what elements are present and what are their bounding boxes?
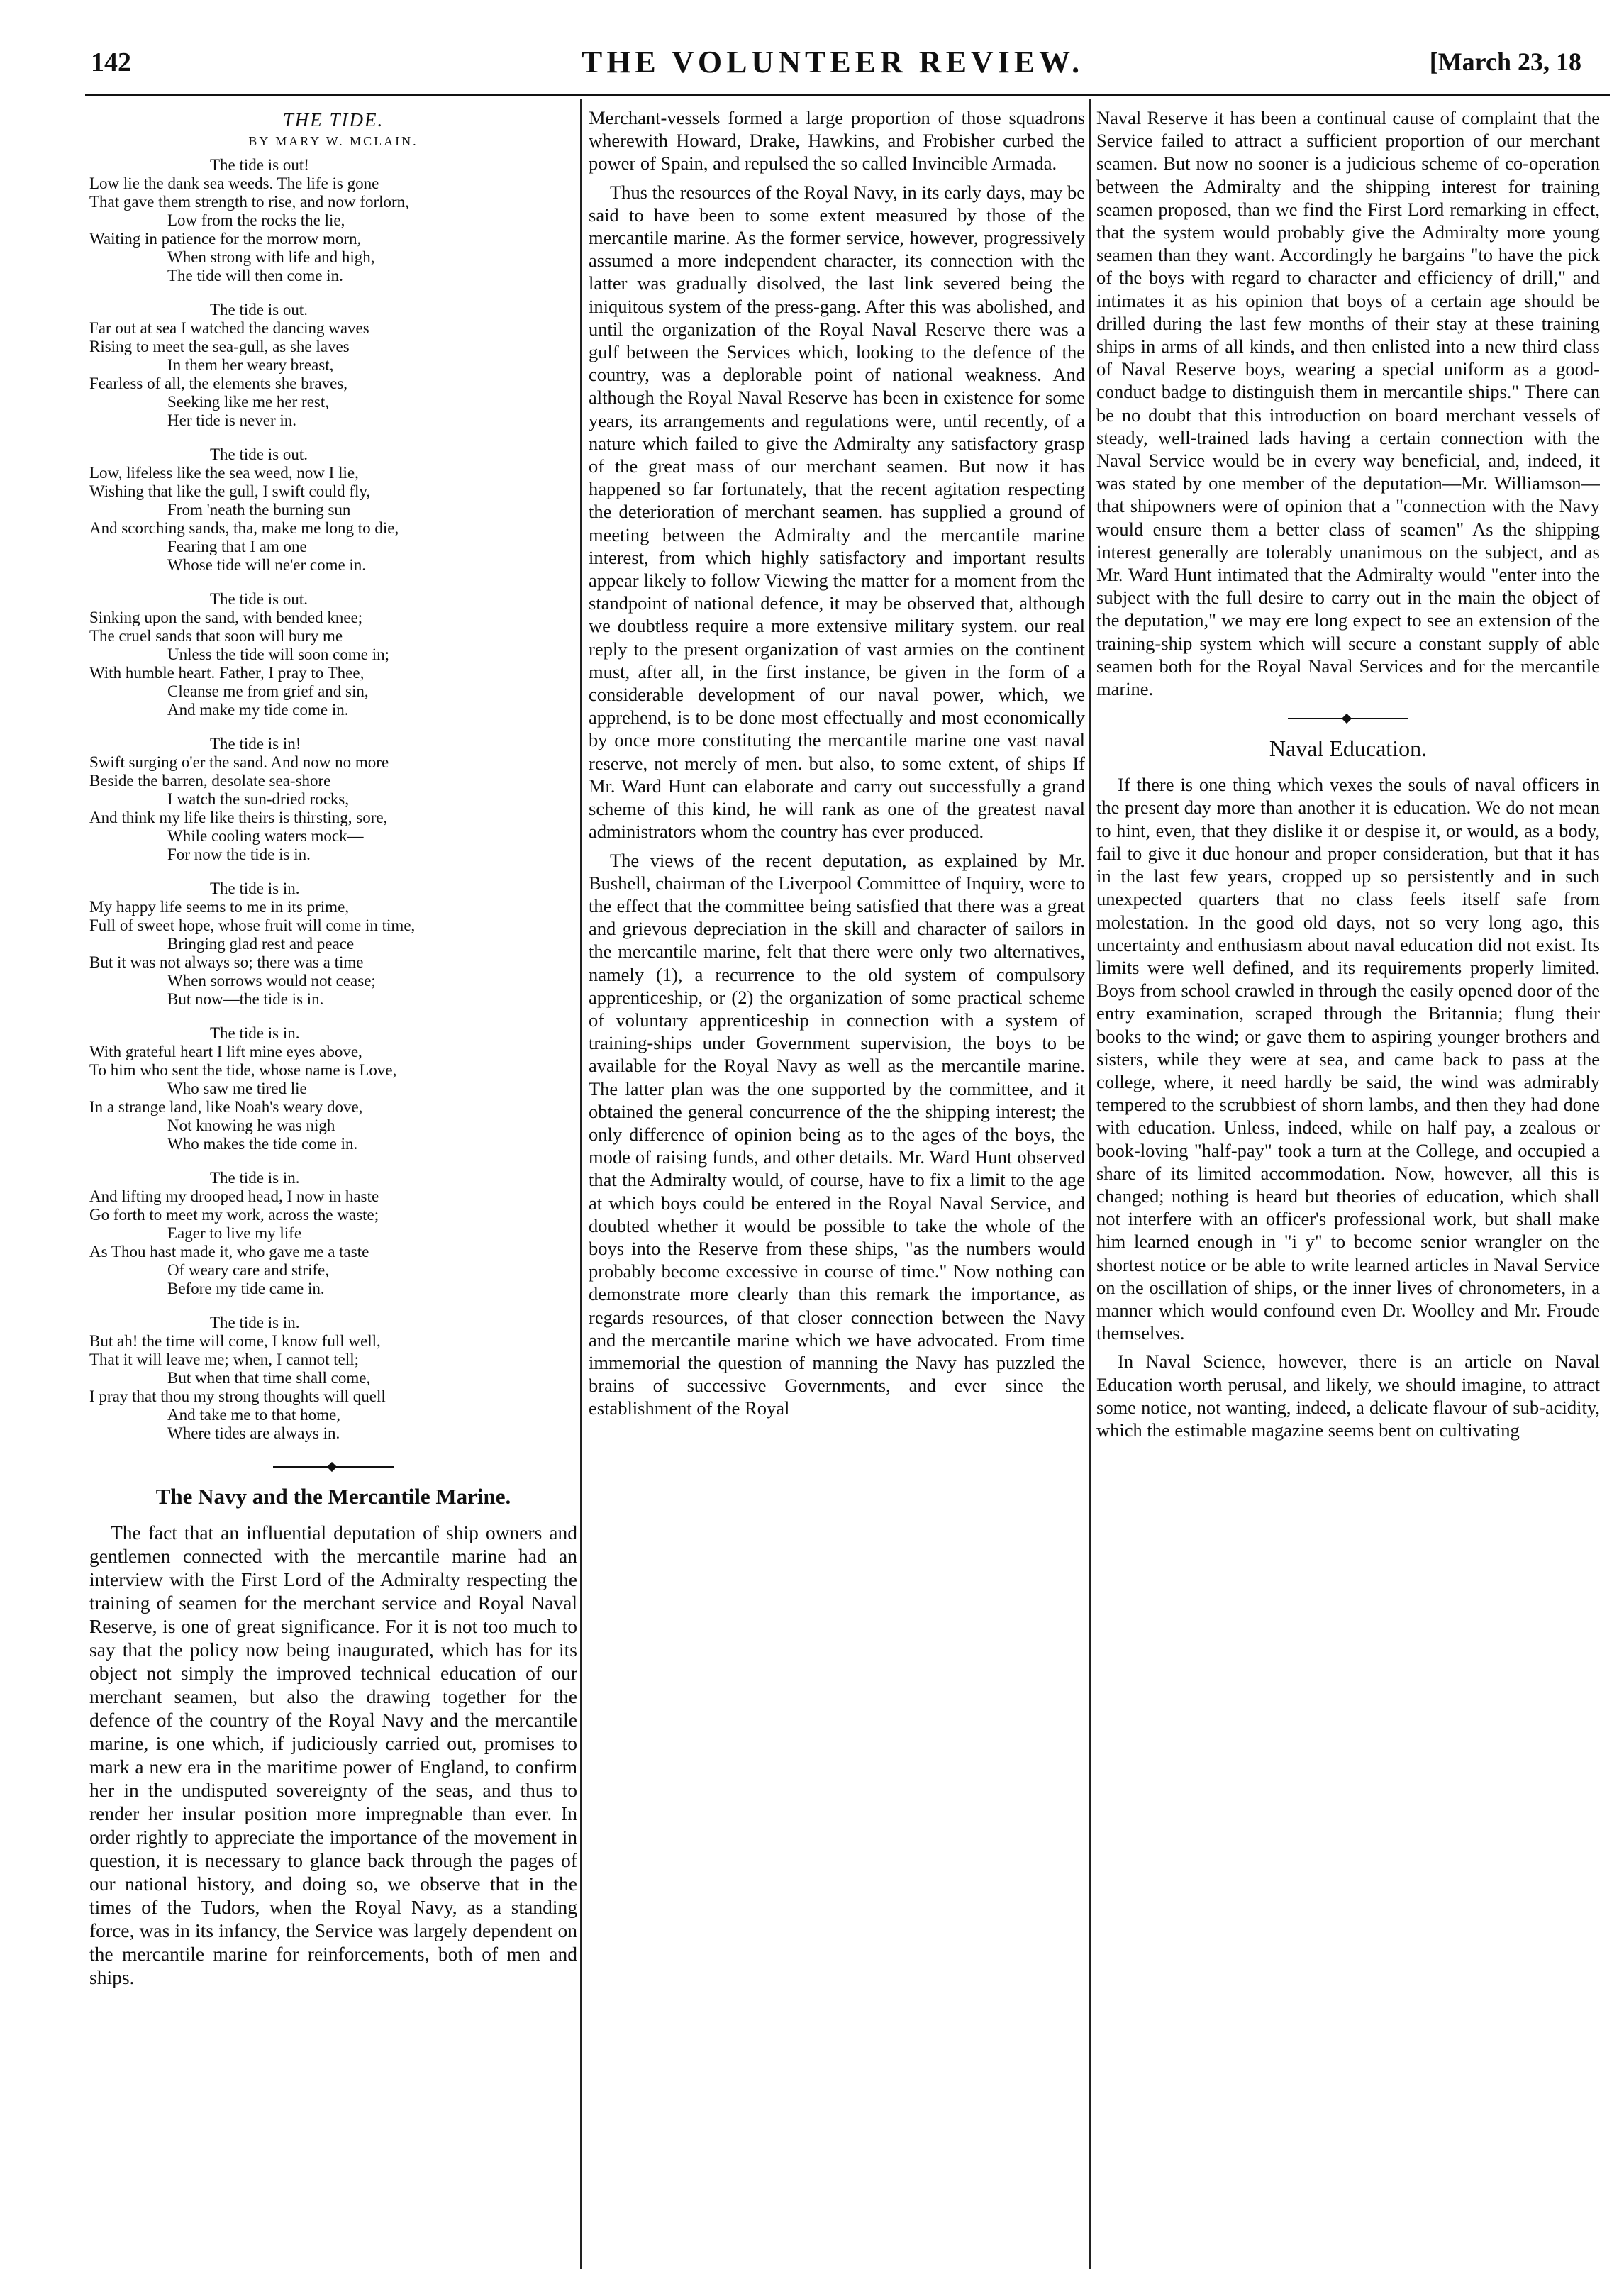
poem-line: When sorrows would not cease; — [167, 972, 376, 990]
poem-line: And take me to that home, — [167, 1406, 340, 1424]
header-rule — [85, 94, 1610, 96]
poem-stanza — [89, 445, 577, 575]
poem-line: Seeking like me her rest, — [167, 393, 330, 411]
poem-line: With grateful heart I lift mine eyes above, — [89, 1043, 362, 1060]
article-title-education: Naval Education. — [1269, 736, 1428, 762]
column-divider — [580, 99, 582, 2269]
poem-line: As Thou hast made it, who gave me a taste — [89, 1243, 369, 1260]
poem-line: I watch the sun-dried rocks, — [167, 790, 350, 808]
poem-stanza — [89, 301, 577, 430]
article-paragraph: Naval Reserve it has been a continual cause of complaint that the Service failed to attract a sufficient proportion of our merchant seamen. But now no sooner is a judicious scheme of co-operation between the Admiralty and the shipping interest for training seamen proposed, than we find the First Lord remarking in effect, that the system would probably give the Admiralty more young seamen than they want. Accordingly he bargains "to have the pick of the boys with regard to character and efficiency of drill," and intimates it as his opinion that boys of a certain age should be drilled during the last few months of their stay at these training ships in arms of all kinds, and then enlisted into a new third class of Naval Reserve boys, wearing a special uniform as a good-conduct badge to distinguish them in mercantile ships." There can be no doubt that this introduction on board merchant vessels of steady, well-trained lads having a certain connection with the Naval Service would be in every way beneficial, and, indeed, it was stated by one member of the deputation—Mr. Williamson—that shipowners were of opinion that a "connection with the Navy would ensure them a better class of seamen" As the shipping interest generally are tolerably unanimous on the subject, and as Mr. Ward Hunt intimated that the Admiralty would "enter into the subject with the full desire to carry out in the main the object of the deputation," we may ere long expect to see an extension of the training-ship system which will secure a constant supply of able seamen both for the Royal Naval Services and for the mercantile marine. — [1096, 107, 1600, 700]
poem-line: Waiting in patience for the morrow morn, — [89, 230, 362, 248]
poem-line: While cooling waters mock— — [167, 827, 364, 845]
poem-line: But it was not always so; there was a time — [89, 953, 364, 971]
poem-line: Fearless of all, the elements she braves, — [89, 375, 348, 392]
poem-line: With humble heart. Father, I pray to Thee, — [89, 664, 365, 682]
poem-stanza — [89, 735, 577, 864]
poem-line: Low, lifeless like the sea weed, now I lie, — [89, 464, 359, 482]
poem-line: For now the tide is in. — [167, 846, 311, 863]
poem-line: In a strange land, like Noah's weary dove, — [89, 1098, 363, 1116]
article-paragraph: Thus the resources of the Royal Navy, in its early days, may be said to have been to some extent measured by those of the mercantile marine. As the former service, however, progressively assumed a more independent character, its connection with the latter was gradually disolved, the last link severed being the iniquitous system of the press-gang. After this was abolished, and until the organization of the Royal Naval Reserve there was a gulf between the Services which, looking to the defence of the country, was a deplorable point of national weakness. And although the Royal Naval Reserve has been in existence for some years, its arrangements and regulations were, until recently, of a nature which failed to give the Admiralty any satisfactory grasp of the great mass of our merchant seamen. But now it has happened so far fortunately, that the recent agitation respecting the deterioration of merchant seamen. has supplied a ground of meeting between the Admiralty and the mercantile marine interest, from which highly satisfactory and important results appear likely to follow Viewing the matter for a moment from the standpoint of national defence, it may be observed that, although we doubtless require a more extensive military system. our real reply to the present organization of vast armies on the continent must, after all, in the first instance, be given in the form of a considerable development of our naval power, which, we apprehend, is to be done most effectually and most economically by once more constituting the mercantile marine one vast naval reserve, not merely of men. but also, to some extent, of ships If Mr. Ward Hunt can elaborate and carry out successfully a grand scheme of this kind, he will rank as one of the greatest naval administrators whom the country has ever produced. — [589, 181, 1085, 843]
poem-line: Wishing that like the gull, I swift could fly, — [89, 482, 371, 500]
poem-line: Not knowing he was nigh — [167, 1116, 335, 1134]
poem-line: That it will leave me; when, I cannot tell; — [89, 1351, 360, 1368]
article-paragraph: If there is one thing which vexes the souls of naval officers in the present day more than another it is education. We do not mean to hint, even, that they dislike it or despise it, or would, as a body, fail to give it due honour and proper consideration, but that it has in the last few years, cropped up so persistently and in such unexpected quarters that no class feels itself safe from molestation. In the good old days, not so very long ago, this uncertainty and enthusiasm about naval education did not exist. Its limits were well defined, and its requirements properly limited. Boys from school crawled in through the easily opened door of the entry examination, scraped through the Britannia; flung their books to the wind; or gave them to aspiring younger brothers and sisters, while they were at sea, and came back to pass at the college, where, it need hardly be said, the wind was admirably tempered to the scrubbiest of shorn lambs, and then they had done with education. Unless, indeed, while on half pay, a zealous or book-loving "half-pay" took a turn at the College, and occupied a share of its limited accommodation. Now, however, all this is changed; nothing is heard but theories of education, which shall not interfere with an officer's professional work, but shall make him learned enough in "i y" to become senior wrangler on the shortest notice or be able to write learned articles in Naval Service on the oscillation of ships, or the inner lives of chronometers, in a manner which would confound even Dr. Woolley and Mr. Froude themselves. — [1096, 774, 1600, 1344]
poem-stanza — [89, 590, 577, 719]
section-divider — [89, 1458, 577, 1471]
page-header — [84, 41, 1581, 91]
article-paragraph: The views of the recent deputation, as explained by Mr. Bushell, chairman of the Liverpool Committee of Inquiry, were to the effect that the committee being satisfied that there was a great and grievous depreciation in the skill and character of sailors in the mercantile marine, felt that there were only two alternatives, namely (1), a recurrence to the old system of compulsory apprenticeship, or (2) the organization of some practical scheme of voluntary apprenticeship in connection with a system of training-ships under Government supervision, the boys to be available for the Royal Navy as well as the mercantile marine. The latter plan was the one supported by the committee, and it obtained the general concurrence of the the shipping interest; the only difference of opinion being as to the ages of the boys, the mode of raising funds, and other details. Mr. Ward Hunt observed that the Admiralty would, of course, have to fix a limit to the age at which boys could be entered in the Royal Naval Service, and doubted whether it would be possible to take the whole of the boys into the Reserve from these ships, "as the numbers would probably become excessive in course of time." Now nothing can demonstrate more clearly than this remark the importance, as regards resources, of that closer connection between the Navy and the mercantile marine which we have advocated. From time immemorial the question of manning the Navy has puzzled the brains of successive Governments, and ever since the establishment of the Royal — [589, 849, 1085, 1419]
poem-line: Fearing that I am one — [167, 538, 307, 555]
poem-title: THE TIDE. — [282, 109, 384, 131]
poem-line: And think my life like theirs is thirsting, sore, — [89, 809, 388, 826]
column-2 — [589, 106, 1085, 2277]
poem-line: The tide is in. — [210, 1314, 300, 1331]
article-paragraph: In Naval Science, however, there is an article on Naval Education worth perusal, and likely, we should imagine, to attract some notice, not wanting, indeed, a delicate flavour of sub-acidity, which the estimable magazine seems bent on cultivating — [1096, 1351, 1600, 1441]
poem-byline: BY MARY W. MCLAIN. — [248, 134, 418, 148]
poem-line: Low from the rocks the lie, — [167, 211, 345, 229]
poem-line: That gave them strength to rise, and now forlorn, — [89, 193, 409, 211]
poem-line: Cleanse me from grief and sin, — [167, 682, 369, 700]
poem-line: The tide is in. — [210, 880, 300, 897]
poem-line: The tide is out! — [210, 156, 309, 174]
poem-stanza — [89, 1024, 577, 1153]
poem-line: Sinking upon the sand, with bended knee; — [89, 609, 363, 626]
poem-line: My happy life seems to me in its prime, — [89, 898, 350, 916]
article-title-navy: The Navy and the Mercantile Marine. — [155, 1484, 511, 1509]
poem-line: The tide is out. — [210, 301, 308, 318]
poem-line: When strong with life and high, — [167, 248, 375, 266]
poem-line: Who makes the tide come in. — [167, 1135, 358, 1153]
poem-line: I pray that thou my strong thoughts will quell — [89, 1387, 386, 1405]
poem-line: And make my tide come in. — [167, 701, 349, 719]
poem-line: Of weary care and strife, — [167, 1261, 329, 1279]
poem-line: Where tides are always in. — [167, 1424, 340, 1442]
column-1 — [89, 106, 577, 2270]
poem-line: Bringing glad rest and peace — [167, 935, 355, 953]
poem-stanza — [89, 880, 577, 1009]
poem-line: And lifting my drooped head, I now in haste — [89, 1187, 379, 1205]
section-divider — [1096, 710, 1600, 723]
poem-line: Before my tide came in. — [167, 1280, 325, 1297]
poem-line: But when that time shall come, — [167, 1369, 371, 1387]
issue-date: [March 23, 18 — [1429, 48, 1581, 76]
poem-line: The tide is out. — [210, 590, 308, 608]
column-divider — [1089, 99, 1091, 2269]
poem-stanza — [89, 156, 577, 285]
poem-line: Unless the tide will soon come in; — [167, 645, 390, 663]
poem-line: Beside the barren, desolate sea-shore — [89, 772, 331, 789]
poem-line: But ah! the time will come, I know full well, — [89, 1332, 381, 1350]
poem-line: Full of sweet hope, whose fruit will come in time, — [89, 916, 416, 934]
article-paragraph: Merchant-vessels formed a large proportion of those squadrons wherewith Howard, Drake, Hawkins, and Frobisher curbed the power of Spain, and repulsed the so called Invincible Armada. — [589, 107, 1085, 174]
column-3 — [1096, 106, 1600, 2277]
poem-line: Whose tide will ne'er come in. — [167, 556, 367, 574]
poem-line: Her tide is never in. — [167, 411, 297, 429]
poem-stanza — [89, 1169, 577, 1298]
poem-line: Swift surging o'er the sand. And now no more — [89, 753, 389, 771]
poem-body — [89, 156, 577, 1443]
poem-line: The tide will then come in. — [167, 267, 343, 284]
poem-stanza — [89, 1314, 577, 1443]
poem-line: To him who sent the tide, whose name is Love, — [89, 1061, 397, 1079]
poem-line: The tide is in. — [210, 1169, 300, 1187]
poem-line: From 'neath the burning sun — [167, 501, 351, 519]
poem-line: In them her weary breast, — [167, 356, 334, 374]
poem-line: But now—the tide is in. — [167, 990, 324, 1008]
poem-line: The tide is in! — [210, 735, 301, 753]
poem-line: The cruel sands that soon will bury me — [89, 627, 343, 645]
poem-line: Low lie the dank sea weeds. The life is gone — [89, 174, 379, 192]
masthead-title: THE VOLUNTEER REVIEW. — [581, 45, 1084, 79]
poem-line: Go forth to meet my work, across the waste; — [89, 1206, 379, 1224]
poem-line: The tide is out. — [210, 445, 308, 463]
poem-line: The tide is in. — [210, 1024, 300, 1042]
poem-line: Eager to live my life — [167, 1224, 302, 1242]
poem-line: And scorching sands, tha, make me long to die, — [89, 519, 399, 537]
poem-line: Who saw me tired lie — [167, 1080, 307, 1097]
article-paragraph: The fact that an influential deputation of ship owners and gentlemen connected with the mercantile marine had an interview with the First Lord of the Admiralty respecting the training of seamen for the merchant service and Royal Naval Reserve, is one of great significance. For it is not too much to say that the policy now being inaugurated, which has for its object not simply the improved technical education of our merchant seamen, but also the drawing together for the defence of the country of the Royal Navy and the mercantile marine, is one which, if judiciously carried out, promises to mark a new era in the maritime power of England, to confirm her in the undisputed sovereignty of the seas, and thus to render her insular position more impregnable than ever. In order rightly to appreciate the importance of the movement in question, it is necessary to glance back through the pages of our national history, and doing so, we observe that in the times of the Tudors, when the Royal Navy, as a standing force, was in its infancy, the Service was largely dependent on the mercantile marine for reinforcements, both of men and ships. — [89, 1522, 577, 1988]
page-number: 142 — [91, 48, 131, 77]
poem-line: Far out at sea I watched the dancing waves — [89, 319, 369, 337]
poem-line: Rising to meet the sea-gull, as she laves — [89, 338, 350, 355]
